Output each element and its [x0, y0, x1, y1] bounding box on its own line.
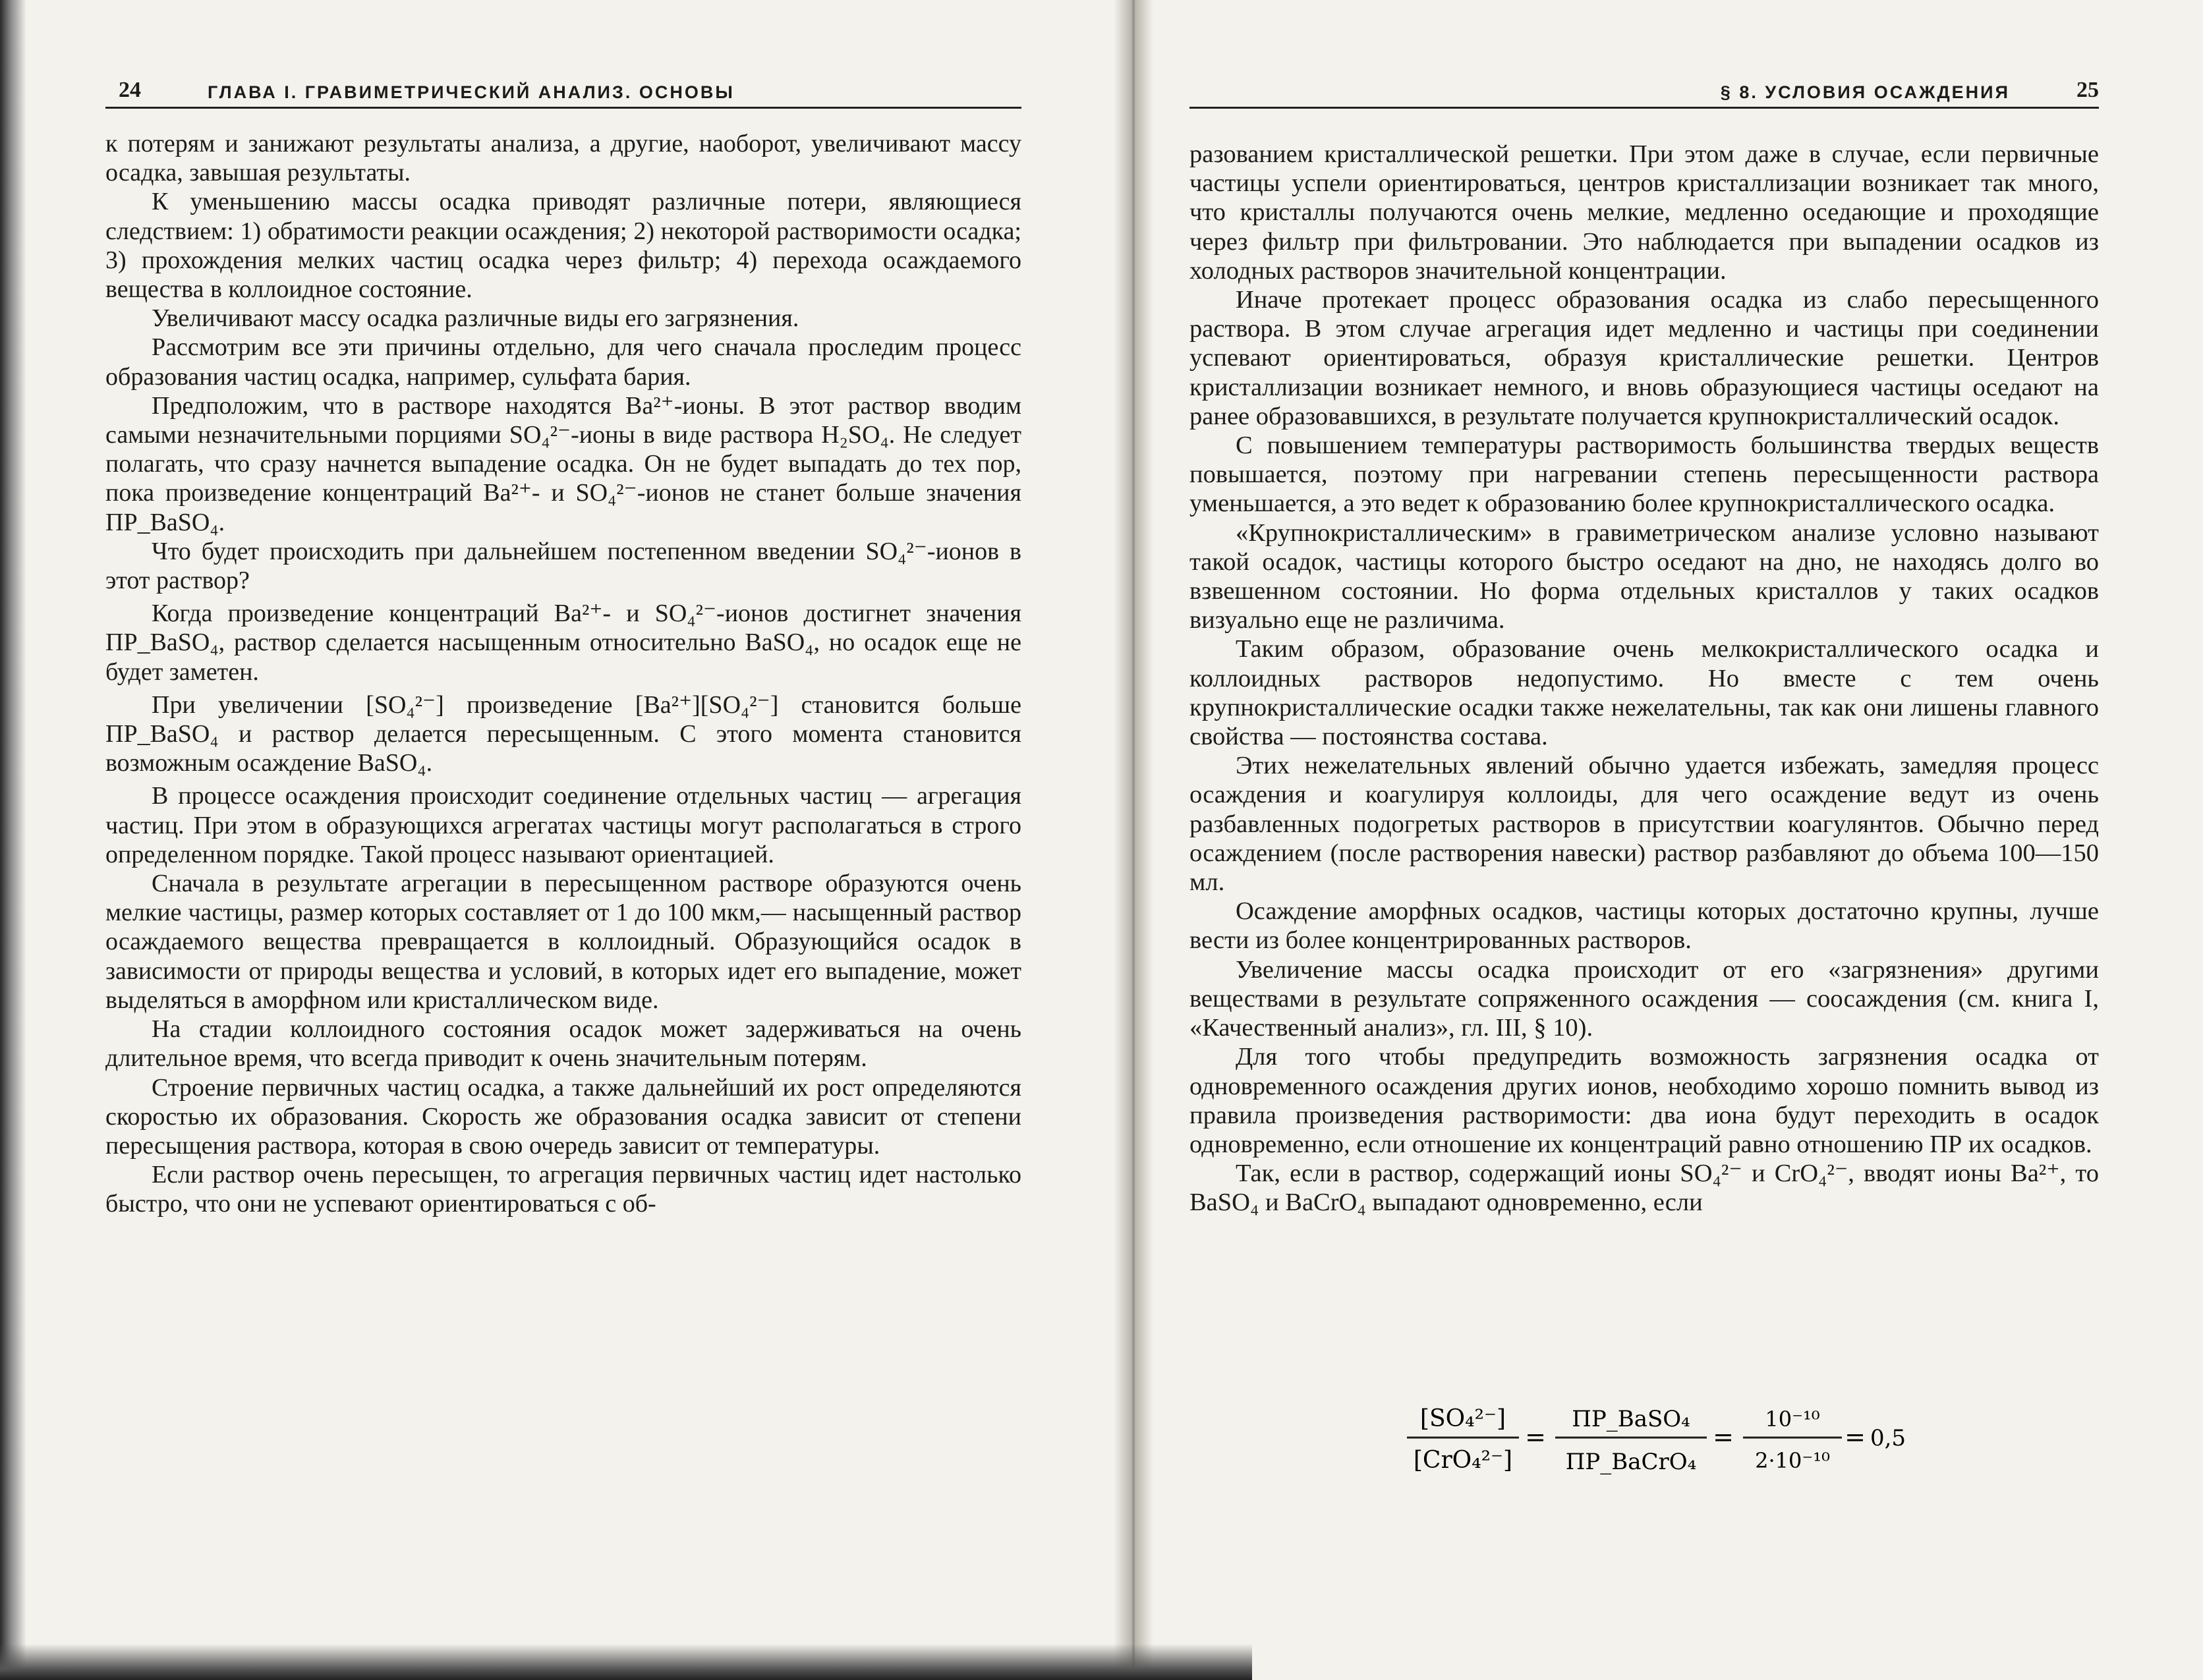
paragraph: На стадии коллоидного состояния осадок может задерживаться на очень длительное время, что всегда приводит к очень значительным потерям. — [105, 1015, 1021, 1073]
paragraph: Если раствор очень пересыщен, то агрегация первичных частиц идет настолько быстро, что они не успевают ориентироваться с об- — [105, 1161, 1021, 1218]
left-page-header — [105, 72, 1021, 109]
formula-denominator-2: ПР_BaCrO₄ — [1565, 1449, 1697, 1475]
paragraph: Для того чтобы предупредить возможность загрязнения осадка от одновременного осаждения других ионов, необходимо хорошо помнить вывод из правила произведения растворимости: два иона будут переходить в осадок одновременно, если отношение их концентраций равно отношению ПР их осадков. — [1189, 1043, 2099, 1158]
right-page-header — [1189, 72, 2099, 109]
equals-sign: = — [1845, 1422, 1866, 1451]
formula-numerator-2: ПР_BaSO₄ — [1572, 1406, 1690, 1432]
book-gutter — [1114, 0, 1153, 1680]
paragraph: Предположим, что в растворе находятся Ba²⁺-ионы. В этот раствор вводим самыми незначительными порциями SO₄²⁻-ионы в виде раствора H₂SO₄. Не следует полагать, что сразу начнется выпадение осадка. Он не будет выпадать до тех пор, пока произведение концентраций Ba²⁺- и SO₄²⁻-ионов не станет больше значения ПР_BaSO₄. — [105, 391, 1021, 536]
formula-numerator-1: [SO₄²⁻] — [1419, 1405, 1506, 1432]
paragraph: Что будет происходить при дальнейшем постепенном введении SO₄²⁻-ионов в этот раствор? — [105, 537, 1021, 595]
solubility-ratio-formula — [1387, 1390, 1980, 1489]
paragraph: При увеличении [SO₄²⁻] произведение [Ba²⁺][SO₄²⁻] становится больше ПР_BaSO₄ и раствор делается пересыщенным. С этого момента становится возможным осаждение BaSO₄. — [105, 690, 1021, 777]
paragraph: Осаждение аморфных осадков, частицы которых достаточно крупны, лучше вести из более концентрированных растворов. — [1189, 897, 2099, 955]
paragraph: В процессе осаждения происходит соединение отдельных частиц — агрегация частиц. При этом в образующихся агрегатах частицы могут располагаться в строго определенном порядке. Такой процесс называют ориентацией. — [105, 782, 1021, 868]
right-page-number: 25 — [2076, 78, 2099, 102]
right-running-title: § 8. УСЛОВИЯ ОСАЖДЕНИЯ — [1720, 82, 2010, 102]
paragraph: Сначала в результате агрегации в пересыщенном растворе образуются очень мелкие частицы, размер которых составляет от 1 до 100 мкм,— насыщенный раствор осаждаемого вещества превращается в коллоидный. Образующийся осадок в зависимости от природы вещества и условий, в которых идет его выпадение, может выделяться в аморфном или кристаллическом виде. — [105, 870, 1021, 1014]
equals-sign: = — [1713, 1422, 1734, 1451]
bottom-edge-shadow — [0, 1644, 1252, 1680]
right-page-body — [1189, 140, 2099, 1218]
paragraph: Таким образом, образование очень мелкокристаллического осадка и коллоидных растворов недопустимо. Но вместе с тем очень крупнокристаллические осадки также нежелательны, так как они лишены главного свойства — постоянства состава. — [1189, 635, 2099, 751]
formula-numerator-3: 10⁻¹⁰ — [1765, 1407, 1820, 1432]
formula-denominator-3: 2·10⁻¹⁰ — [1755, 1448, 1830, 1473]
formula-result: 0,5 — [1870, 1425, 1906, 1451]
page-edge-shadow — [0, 0, 26, 1680]
equals-sign: = — [1525, 1422, 1546, 1451]
paragraph: Когда произведение концентраций Ba²⁺- и SO₄²⁻-ионов достигнет значения ПР_BaSO₄, раствор сделается насыщенным относительно BaSO₄, но осадок еще не будет заметен. — [105, 600, 1021, 686]
paragraph: Этих нежелательных явлений обычно удается избежать, замедляя процесс осаждения и коагулируя коллоиды, для чего осаждение ведут из очень разбавленных подогретых растворов в присутствии коагулянтов. Обычно перед осаждением (после растворения навески) раствор разбавляют до объема 100—150 мл. — [1189, 752, 2099, 897]
paragraph: к потерям и занижают результаты анализа, а другие, наоборот, увеличивают массу осадка, завышая результаты. — [105, 130, 1021, 187]
left-page-number: 24 — [119, 78, 141, 102]
paragraph: Строение первичных частиц осадка, а также дальнейший их рост определяются скоростью их образования. Скорость же образования осадка зависит от степени пересыщения раствора, которая в свою очередь зависит от температуры. — [105, 1073, 1021, 1160]
paragraph: Рассмотрим все эти причины отдельно, для чего сначала проследим процесс образования частиц осадка, например, сульфата бария. — [105, 333, 1021, 391]
paragraph: Иначе протекает процесс образования осадка из слабо пересыщенного раствора. В этом случае агрегация идет медленно и частицы при соединении успевают ориентироваться, образуя кристаллические решетки. Центров кристаллизации возникает немного, и вновь образующиеся частицы оседают на ранее образовавшихся, в результате получается крупнокристаллический осадок. — [1189, 286, 2099, 430]
paragraph: Так, если в раствор, содержащий ионы SO₄²⁻ и CrO₄²⁻, вводят ионы Ba²⁺, то BaSO₄ и BaCrO₄ выпадают одновременно, если — [1189, 1160, 2099, 1217]
paragraph: «Крупнокристаллическим» в гравиметрическом анализе условно называют такой осадок, частицы которого быстро оседают на дно, не находясь долго во взвешенном состоянии. Но форма отдельных кристаллов у таких осадков визуально еще не различима. — [1189, 518, 2099, 634]
paragraph: разованием кристаллической решетки. При этом даже в случае, если первичные частицы успели ориентироваться, центров кристаллизации возникает так много, что кристаллы получаются очень мелкие, медленно оседающие и проходящие через фильтр при фильтровании. Это наблюдается при выпадении осадков из холодных растворов значительной концентрации. — [1189, 140, 2099, 285]
paragraph: К уменьшению массы осадка приводят различные потери, являющиеся следствием: 1) обратимости реакции осаждения; 2) некоторой растворимости осадка; 3) прохождения мелких частиц осадка через фильтр; 4) перехода осаждаемого вещества в коллоидное состояние. — [105, 188, 1021, 304]
paragraph: Увеличивают массу осадка различные виды его загрязнения. — [152, 304, 799, 333]
formula-denominator-1: [CrO₄²⁻] — [1413, 1447, 1513, 1474]
left-page-body — [105, 129, 1021, 1219]
left-running-title: ГЛАВА I. ГРАВИМЕТРИЧЕСКИЙ АНАЛИЗ. ОСНОВЫ — [208, 82, 735, 102]
paragraph: Увеличение массы осадка происходит от его «загрязнения» другими веществами в результате сопряженного осаждения — соосаждения (см. книга I, «Качественный анализ», гл. III, § 10). — [1189, 955, 2099, 1042]
paragraph: С повышением температуры растворимость большинства твердых веществ повышается, поэтому при нагревании степень пересыщенности раствора уменьшается, а это ведет к образованию более крупнокристаллического осадка. — [1189, 432, 2099, 518]
